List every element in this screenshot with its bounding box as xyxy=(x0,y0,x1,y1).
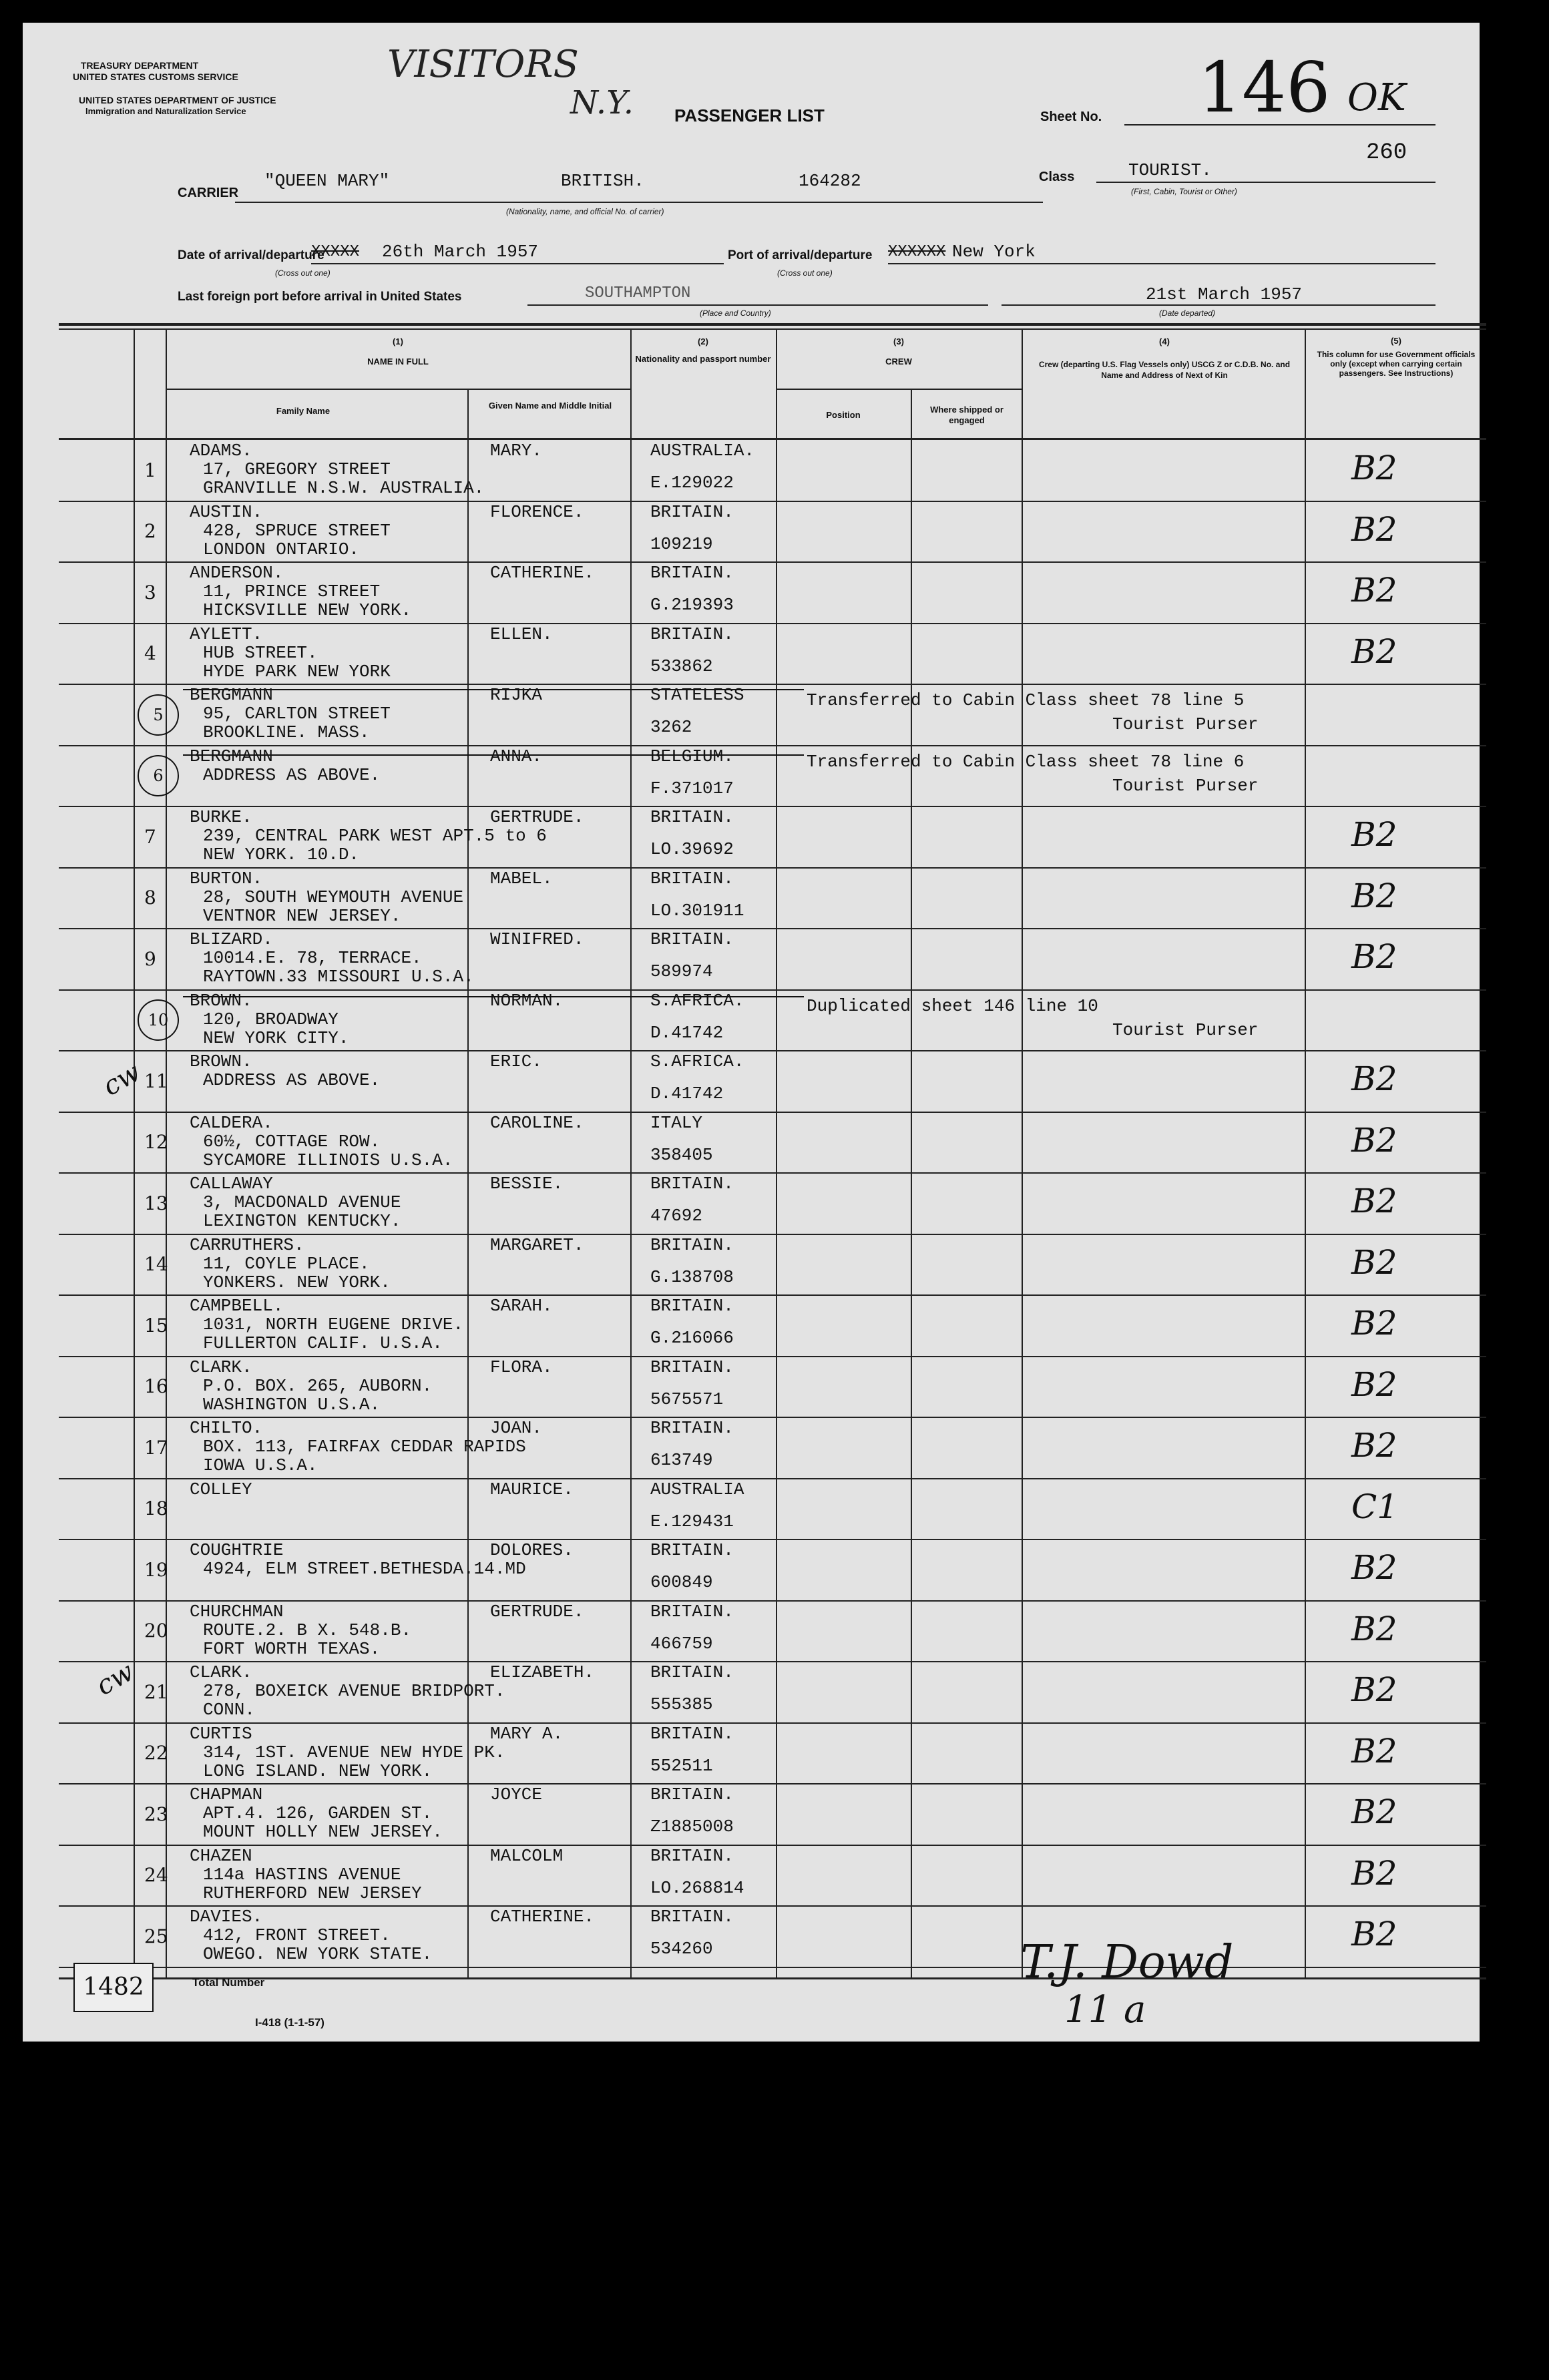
family-name: COUGHTRIE xyxy=(190,1540,284,1560)
last-port-label: Last foreign port before arrival in United States xyxy=(178,290,462,304)
passport-number: 534260 xyxy=(650,1939,713,1959)
table-row xyxy=(23,1417,1480,1478)
official-mark: B2 xyxy=(1351,1365,1397,1404)
family-name: BROWN. xyxy=(190,1051,252,1072)
class-number: 260 xyxy=(1366,140,1407,166)
table-row xyxy=(23,1478,1480,1539)
address-line-2: CONN. xyxy=(203,1700,256,1720)
official-mark: B2 xyxy=(1351,1793,1397,1831)
given-name: ANNA. xyxy=(490,746,543,766)
table-row xyxy=(23,1600,1480,1662)
margin-note-1: cw xyxy=(97,1056,146,1103)
nationality: BRITAIN. xyxy=(650,1357,734,1377)
family-name: ADAMS. xyxy=(190,441,252,461)
date-departed: 21st March 1957 xyxy=(1146,284,1303,304)
passport-number: LO.39692 xyxy=(650,839,734,859)
col1-head xyxy=(166,336,630,367)
row-number: 24 xyxy=(144,1864,168,1887)
family-name: BERGMANN xyxy=(190,746,273,766)
dept-line-1: TREASURY DEPARTMENT xyxy=(80,60,199,71)
row-number: 22 xyxy=(144,1742,168,1764)
address-line-1: 114a HASTINS AVENUE xyxy=(203,1864,401,1885)
carrier-caption: (Nationality, name, and official No. of carrier) xyxy=(506,207,664,216)
official-mark: B2 xyxy=(1351,815,1397,854)
official-mark: B2 xyxy=(1351,1548,1397,1587)
given-name: RIJKA xyxy=(490,685,543,705)
family-name: CLARK. xyxy=(190,1357,252,1377)
address-line-1: P.O. BOX. 265, AUBORN. xyxy=(203,1375,433,1396)
col3-where: Where shipped or engaged xyxy=(930,405,1004,425)
table-row xyxy=(23,1112,1480,1173)
address-line-1: 3, MACDONALD AVENUE xyxy=(203,1192,401,1212)
nationality: BRITAIN. xyxy=(650,1174,734,1194)
date-caption: (Cross out one) xyxy=(275,268,330,278)
transfer-note: Duplicated sheet 146 line 10 xyxy=(807,995,1098,1016)
signature-2: 11 a xyxy=(1064,1988,1146,2032)
family-name: CHILTO. xyxy=(190,1418,263,1438)
table-row xyxy=(23,623,1480,684)
col2-num: (2) xyxy=(698,336,708,346)
table-row xyxy=(23,684,1480,745)
row-number: 8 xyxy=(144,887,156,909)
address-line-2: WASHINGTON U.S.A. xyxy=(203,1394,381,1415)
official-mark: B2 xyxy=(1351,1242,1397,1282)
transfer-note: Transferred to Cabin Class sheet 78 line 5 xyxy=(807,690,1245,710)
nationality: BRITAIN. xyxy=(650,563,734,583)
passport-number: 5675571 xyxy=(650,1389,724,1409)
nationality: AUSTRALIA xyxy=(650,1479,744,1499)
passport-number: G.138708 xyxy=(650,1266,734,1287)
nationality: AUSTRALIA. xyxy=(650,441,755,461)
table-row xyxy=(23,1539,1480,1600)
official-mark: C1 xyxy=(1351,1487,1399,1526)
official-mark: B2 xyxy=(1351,937,1397,976)
official-mark: B2 xyxy=(1351,571,1397,610)
dept-line-3: UNITED STATES DEPARTMENT OF JUSTICE xyxy=(79,95,276,105)
row-divider xyxy=(59,1967,1486,1968)
passport-number: 555385 xyxy=(650,1694,713,1714)
margin-note-2: cw xyxy=(91,1656,140,1702)
passport-number: 552511 xyxy=(650,1755,713,1776)
dept-line-4: Immigration and Naturalization Service xyxy=(85,106,246,116)
total-box xyxy=(73,1963,154,2012)
given-name: CATHERINE. xyxy=(490,563,595,583)
table-row xyxy=(23,867,1480,929)
nationality: BRITAIN. xyxy=(650,1296,734,1316)
row-number: 18 xyxy=(144,1497,168,1520)
passport-number: D.41742 xyxy=(650,1022,724,1043)
address-line-1: 428, SPRUCE STREET xyxy=(203,520,391,541)
col5-title: This column for use Government officials only (except when carrying certain passengers. See Instructions) xyxy=(1317,350,1476,378)
row-number: 17 xyxy=(144,1436,168,1459)
address-line-1: 11, PRINCE STREET xyxy=(203,581,381,602)
nationality: BRITAIN. xyxy=(650,1723,734,1744)
handwritten-ny: N.Y. xyxy=(570,84,634,122)
family-name: CHAZEN xyxy=(190,1845,252,1866)
nationality: BRITAIN. xyxy=(650,1845,734,1866)
official-mark: B2 xyxy=(1351,1670,1397,1709)
address-line-2: IOWA U.S.A. xyxy=(203,1455,318,1475)
official-mark: B2 xyxy=(1351,1853,1397,1893)
given-name: NORMAN. xyxy=(490,990,564,1011)
table-row xyxy=(23,1172,1480,1234)
row-number: 14 xyxy=(144,1253,168,1276)
total-label: Total Number xyxy=(192,1976,265,1989)
passport-number: E.129022 xyxy=(650,473,734,493)
given-name: CAROLINE. xyxy=(490,1112,584,1133)
address-line-2: SYCAMORE ILLINOIS U.S.A. xyxy=(203,1150,453,1170)
date-struck: XXXXX xyxy=(311,243,360,261)
purser-note: Tourist Purser xyxy=(1112,775,1259,796)
address-line-1: 412, FRONT STREET. xyxy=(203,1925,391,1945)
table-row xyxy=(23,1783,1480,1845)
given-name: MABEL. xyxy=(490,868,553,889)
row-number: 11 xyxy=(144,1069,168,1092)
nationality: BRITAIN. xyxy=(650,868,734,889)
row-number: 15 xyxy=(144,1314,168,1337)
col1-title: NAME IN FULL xyxy=(367,356,429,367)
address-line-2: LONDON ONTARIO. xyxy=(203,539,360,559)
address-line-1: BOX. 113, FAIRFAX CEDDAR RAPIDS xyxy=(203,1437,526,1457)
address-line-1: 314, 1ST. AVENUE NEW HYDE PK. xyxy=(203,1742,505,1762)
official-mark: B2 xyxy=(1351,1609,1397,1648)
family-name: CLARK. xyxy=(190,1662,252,1682)
purser-note: Tourist Purser xyxy=(1112,1019,1259,1040)
address-line-1: APT.4. 126, GARDEN ST. xyxy=(203,1803,433,1823)
row-number: 4 xyxy=(144,642,156,665)
given-name: GERTRUDE. xyxy=(490,807,584,827)
family-name: BURTON. xyxy=(190,868,263,889)
port-value: New York xyxy=(952,242,1036,262)
address-line-1: 4924, ELM STREET.BETHESDA.14.MD xyxy=(203,1559,526,1579)
col1-given: Given Name and Middle Initial xyxy=(488,401,612,411)
handwritten-visitors: VISITORS xyxy=(387,43,579,86)
address-line-1: 10014.E. 78, TERRACE. xyxy=(203,948,422,968)
nationality: BRITAIN. xyxy=(650,501,734,522)
address-line-2: LONG ISLAND. NEW YORK. xyxy=(203,1760,433,1781)
total-box-value: 1482 xyxy=(83,1973,144,2001)
family-name: CAMPBELL. xyxy=(190,1296,284,1316)
given-name: BESSIE. xyxy=(490,1174,564,1194)
col3-head xyxy=(776,336,1022,367)
table-row xyxy=(23,989,1480,1051)
address-line-2: RAYTOWN.33 MISSOURI U.S.A. xyxy=(203,967,474,987)
col4-num: (4) xyxy=(1159,336,1170,346)
nationality: BELGIUM. xyxy=(650,746,734,766)
address-line-2: FORT WORTH TEXAS. xyxy=(203,1638,381,1659)
row-number: 21 xyxy=(144,1680,168,1703)
passport-number: G.219393 xyxy=(650,595,734,615)
given-name: MARY. xyxy=(490,441,543,461)
table-row xyxy=(23,561,1480,623)
class-caption: (First, Cabin, Tourist or Other) xyxy=(1131,187,1237,196)
address-line-2: YONKERS. NEW YORK. xyxy=(203,1272,391,1292)
purser-note: Tourist Purser xyxy=(1112,714,1259,734)
carrier-name: "QUEEN MARY" xyxy=(264,171,390,191)
col2-head xyxy=(634,336,772,365)
given-name: FLORENCE. xyxy=(490,501,584,522)
col3-position: Position xyxy=(826,410,861,420)
address-line-1: 60½, COTTAGE ROW. xyxy=(203,1131,381,1152)
row-number: 20 xyxy=(144,1620,168,1642)
row-number: 23 xyxy=(144,1803,168,1825)
sheet-ok: OK xyxy=(1347,76,1406,120)
address-line-1: 278, BOXEICK AVENUE BRIDPORT. xyxy=(203,1681,505,1701)
address-line-1: 120, BROADWAY xyxy=(203,1009,339,1029)
row-number: 1 xyxy=(144,459,156,481)
row-number: 9 xyxy=(144,947,156,970)
family-name: AUSTIN. xyxy=(190,501,263,522)
address-line-2: NEW YORK. 10.D. xyxy=(203,845,360,865)
nationality: BRITAIN. xyxy=(650,1418,734,1438)
port-label: Port of arrival/departure xyxy=(728,248,873,262)
table-row xyxy=(23,928,1480,989)
class-label: Class xyxy=(1039,170,1075,184)
row-number: 19 xyxy=(144,1558,168,1581)
given-name: JOYCE xyxy=(490,1784,543,1805)
nationality: S.AFRICA. xyxy=(650,990,744,1011)
passport-number: 533862 xyxy=(650,656,713,676)
passport-number: LO.268814 xyxy=(650,1877,744,1898)
table-row xyxy=(23,439,1480,501)
form-number: I-418 (1-1-57) xyxy=(255,2016,324,2029)
port-caption: (Cross out one) xyxy=(777,268,833,278)
official-mark: B2 xyxy=(1351,876,1397,915)
given-name: MAURICE. xyxy=(490,1479,574,1499)
given-name: JOAN. xyxy=(490,1418,543,1438)
passport-number: 600849 xyxy=(650,1572,713,1592)
class-value: TOURIST. xyxy=(1128,160,1212,180)
row-number: 3 xyxy=(144,581,156,604)
row-number: 25 xyxy=(144,1925,168,1947)
nationality: ITALY xyxy=(650,1112,703,1133)
table-row xyxy=(23,1722,1480,1784)
address-line-2: OWEGO. NEW YORK STATE. xyxy=(203,1944,433,1964)
passport-number: LO.301911 xyxy=(650,900,744,921)
col5-num: (5) xyxy=(1391,336,1401,346)
dept-header xyxy=(73,60,238,83)
passport-number: 109219 xyxy=(650,533,713,554)
family-name: CURTIS xyxy=(190,1723,252,1744)
address-line-2: HICKSVILLE NEW YORK. xyxy=(203,600,412,620)
transfer-note: Transferred to Cabin Class sheet 78 line 6 xyxy=(807,751,1245,772)
family-name: BERGMANN xyxy=(190,685,273,705)
address-line-2: GRANVILLE N.S.W. AUSTRALIA. xyxy=(203,478,485,498)
col1-num: (1) xyxy=(393,336,403,346)
carrier-nationality: BRITISH. xyxy=(561,171,644,191)
col3-num: (3) xyxy=(893,336,904,346)
address-line-1: 17, GREGORY STREET xyxy=(203,459,391,479)
given-name: MALCOLM xyxy=(490,1845,564,1866)
carrier-number: 164282 xyxy=(799,171,861,191)
official-mark: B2 xyxy=(1351,1731,1397,1770)
passport-number: E.129431 xyxy=(650,1511,734,1531)
official-mark: B2 xyxy=(1351,1059,1397,1098)
sheet-label: Sheet No. xyxy=(1040,109,1102,124)
signature: T.J. Dowd xyxy=(1020,1936,1234,1989)
given-name: MARY A. xyxy=(490,1723,564,1744)
passenger-list-sheet xyxy=(23,23,1480,2042)
passport-number: Z1885008 xyxy=(650,1817,734,1837)
row-number: 6 xyxy=(138,755,179,796)
address-line-1: 11, COYLE PLACE. xyxy=(203,1253,370,1274)
address-line-2: VENTNOR NEW JERSEY. xyxy=(203,905,401,926)
address-line-1: ADDRESS AS ABOVE. xyxy=(203,764,381,785)
table-row xyxy=(23,1661,1480,1722)
nationality: BRITAIN. xyxy=(650,807,734,827)
date-departed-caption: (Date departed) xyxy=(1159,308,1216,318)
family-name: BLIZARD. xyxy=(190,929,273,949)
address-line-2: MOUNT HOLLY NEW JERSEY. xyxy=(203,1822,443,1842)
family-name: CARRUTHERS. xyxy=(190,1234,304,1255)
address-line-1: HUB STREET. xyxy=(203,642,318,663)
nationality: BRITAIN. xyxy=(650,624,734,644)
official-mark: B2 xyxy=(1351,1426,1397,1465)
given-name: MARGARET. xyxy=(490,1234,584,1255)
table-row xyxy=(23,1356,1480,1417)
passport-number: 589974 xyxy=(650,961,713,981)
nationality: S.AFRICA. xyxy=(650,1051,744,1072)
sheet-number: 146 xyxy=(1198,47,1331,128)
table-row xyxy=(23,1050,1480,1112)
passport-number: 358405 xyxy=(650,1144,713,1165)
row-number: 12 xyxy=(144,1131,168,1154)
given-name: ERIC. xyxy=(490,1051,543,1072)
col5-head xyxy=(1309,336,1484,378)
nationality: BRITAIN. xyxy=(650,1601,734,1622)
last-port-value: SOUTHAMPTON xyxy=(585,284,691,302)
given-name: WINIFRED. xyxy=(490,929,584,949)
passport-number: F.371017 xyxy=(650,778,734,798)
address-line-1: ROUTE.2. B X. 548.B. xyxy=(203,1620,412,1640)
address-line-2: RUTHERFORD NEW JERSEY xyxy=(203,1883,422,1903)
table-row xyxy=(23,1234,1480,1295)
family-name: COLLEY xyxy=(190,1479,252,1499)
official-mark: B2 xyxy=(1351,449,1397,487)
table-row xyxy=(23,1294,1480,1356)
official-mark: B2 xyxy=(1351,1304,1397,1343)
family-name: CHURCHMAN xyxy=(190,1601,284,1622)
official-mark: B2 xyxy=(1351,1120,1397,1160)
address-line-2: NEW YORK CITY. xyxy=(203,1027,349,1048)
row-number: 10 xyxy=(138,999,179,1041)
page-title: PASSENGER LIST xyxy=(674,105,825,126)
passport-number: 466759 xyxy=(650,1633,713,1654)
col3-title: CREW xyxy=(885,356,912,367)
passport-number: 3262 xyxy=(650,717,692,737)
family-name: BURKE. xyxy=(190,807,252,827)
nationality: BRITAIN. xyxy=(650,1540,734,1560)
address-line-1: 28, SOUTH WEYMOUTH AVENUE xyxy=(203,887,464,907)
given-name: CATHERINE. xyxy=(490,1907,595,1927)
carrier-label: CARRIER xyxy=(178,186,239,200)
table-row xyxy=(23,501,1480,562)
address-line-2: HYDE PARK NEW YORK xyxy=(203,661,391,682)
address-line-2: BROOKLINE. MASS. xyxy=(203,722,370,742)
row-number: 5 xyxy=(138,694,179,736)
date-label: Date of arrival/departure xyxy=(178,248,324,262)
port-struck: XXXXXX xyxy=(888,243,946,261)
address-line-1: 239, CENTRAL PARK WEST APT.5 to 6 xyxy=(203,826,547,846)
family-name: CHAPMAN xyxy=(190,1784,263,1805)
official-mark: B2 xyxy=(1351,632,1397,671)
address-line-2: LEXINGTON KENTUCKY. xyxy=(203,1211,401,1231)
passport-number: D.41742 xyxy=(650,1084,724,1104)
date-value: 26th March 1957 xyxy=(382,242,539,262)
passport-number: 613749 xyxy=(650,1450,713,1470)
address-line-2: FULLERTON CALIF. U.S.A. xyxy=(203,1333,443,1353)
address-line-1: 95, CARLTON STREET xyxy=(203,704,391,724)
passport-number: G.216066 xyxy=(650,1328,734,1348)
col1-family: Family Name xyxy=(276,406,330,416)
nationality: STATELESS xyxy=(650,685,744,705)
address-line-1: 1031, NORTH EUGENE DRIVE. xyxy=(203,1315,464,1335)
nationality: BRITAIN. xyxy=(650,1662,734,1682)
last-port-caption: (Place and Country) xyxy=(700,308,771,318)
family-name: CALLAWAY xyxy=(190,1174,273,1194)
nationality: BRITAIN. xyxy=(650,1907,734,1927)
row-number: 2 xyxy=(144,520,156,543)
family-name: DAVIES. xyxy=(190,1907,263,1927)
nationality: BRITAIN. xyxy=(650,1784,734,1805)
row-number: 7 xyxy=(144,825,156,848)
given-name: DOLORES. xyxy=(490,1540,574,1560)
address-line-1: ADDRESS AS ABOVE. xyxy=(203,1070,381,1090)
given-name: ELIZABETH. xyxy=(490,1662,595,1682)
table-row xyxy=(23,1845,1480,1906)
table-row xyxy=(23,1905,1480,1967)
official-mark: B2 xyxy=(1351,509,1397,549)
table-row xyxy=(23,806,1480,867)
given-name: FLORA. xyxy=(490,1357,553,1377)
row-number: 13 xyxy=(144,1192,168,1214)
col4-head xyxy=(1031,336,1298,381)
col2-title: Nationality and passport number xyxy=(635,354,771,364)
family-name: CALDERA. xyxy=(190,1112,273,1133)
family-name: AYLETT. xyxy=(190,624,263,644)
nationality: BRITAIN. xyxy=(650,929,734,949)
dept-line-2: UNITED STATES CUSTOMS SERVICE xyxy=(73,71,238,82)
official-mark: B2 xyxy=(1351,1915,1397,1953)
family-name: BROWN. xyxy=(190,990,252,1011)
nationality: BRITAIN. xyxy=(650,1234,734,1255)
given-name: GERTRUDE. xyxy=(490,1601,584,1622)
official-mark: B2 xyxy=(1351,1182,1397,1220)
family-name: ANDERSON. xyxy=(190,563,284,583)
col4-title: Crew (departing U.S. Flag Vessels only) USCG Z or C.D.B. No. and Name and Address of Next of Kin xyxy=(1038,360,1291,380)
row-number: 16 xyxy=(144,1375,168,1398)
given-name: SARAH. xyxy=(490,1296,553,1316)
given-name: ELLEN. xyxy=(490,624,553,644)
passport-number: 47692 xyxy=(650,1206,703,1226)
